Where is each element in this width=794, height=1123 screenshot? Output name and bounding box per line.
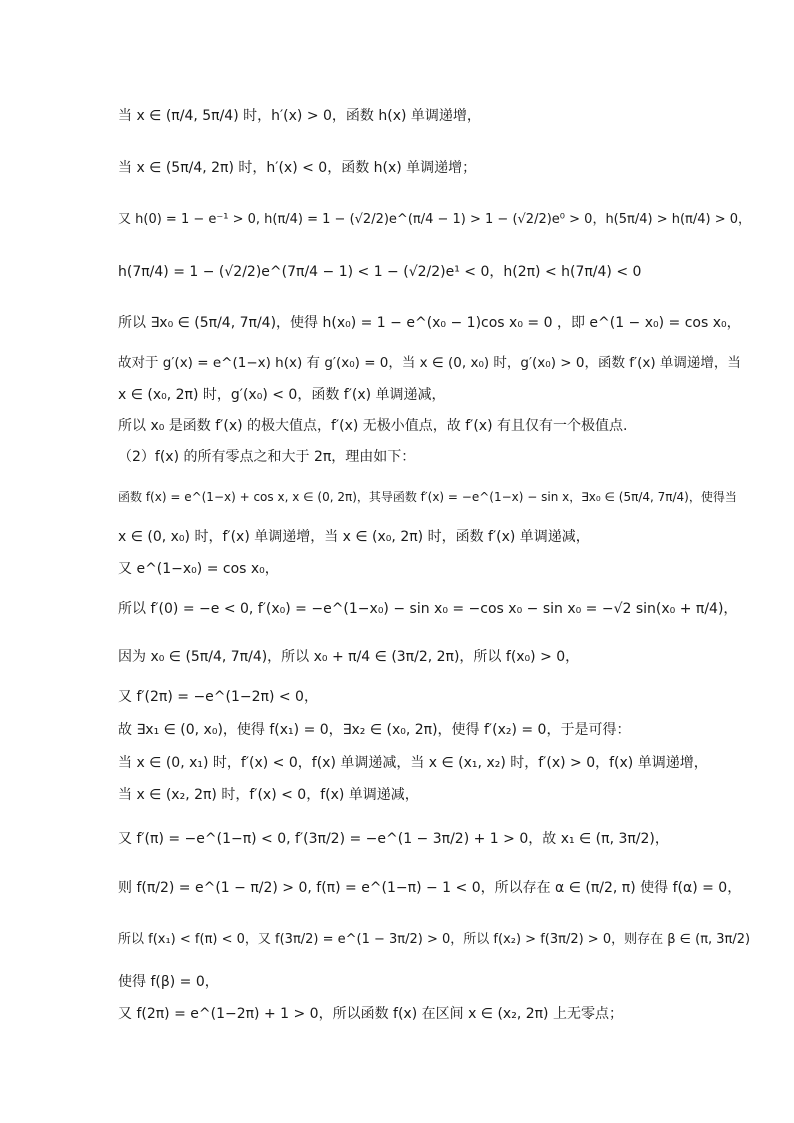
text-line: 函数 f(x) = e^(1−x) + cos x, x ∈ (0, 2π)，其导函数 f′(x) = −e^(1−x) − sin x，∃x₀ ∈ (5π/4, 7π/4)，使得当 (118, 490, 737, 504)
text-line: 又 f′(2π) = −e^(1−2π) < 0， (118, 689, 318, 705)
text-line: 故对于 g′(x) = e^(1−x) h(x) 有 g′(x₀) = 0，当 x ∈ (0, x₀) 时，g′(x₀) > 0，函数 f′(x) 单调递增，当 (118, 355, 741, 371)
text-line: 所以 ∃x₀ ∈ (5π/4, 7π/4)，使得 h(x₀) = 1 − e^(x₀ − 1)cos x₀ = 0 ，即 e^(1 − x₀) = cos x₀， (118, 315, 741, 331)
text-line: 故 ∃x₁ ∈ (0, x₀)，使得 f(x₁) = 0，∃x₂ ∈ (x₀, 2π)，使得 f′(x₂) = 0，于是可得： (118, 722, 631, 738)
text-line: x ∈ (x₀, 2π) 时，g′(x₀) < 0，函数 f′(x) 单调递减， (118, 387, 446, 403)
text-line: 使得 f(β) = 0， (118, 974, 219, 990)
text-line: h(7π/4) = 1 − (√2/2)e^(7π/4 − 1) < 1 − (√2/2)e¹ < 0，h(2π) < h(7π/4) < 0 (118, 264, 642, 280)
text-line: 当 x ∈ (0, x₁) 时，f′(x) < 0，f(x) 单调递减，当 x ∈ (x₁, x₂) 时，f′(x) > 0，f(x) 单调递增， (118, 755, 708, 771)
text-line: 又 f(2π) = e^(1−2π) + 1 > 0，所以函数 f(x) 在区间 x ∈ (x₂, 2π) 上无零点； (118, 1006, 623, 1022)
text-line: 所以 x₀ 是函数 f′(x) 的极大值点，f′(x) 无极小值点，故 f′(x) 有且仅有一个极值点. (118, 418, 628, 434)
text-line: 当 x ∈ (5π/4, 2π) 时，h′(x) < 0，函数 h(x) 单调递增； (118, 160, 477, 176)
text-line: 又 e^(1−x₀) = cos x₀， (118, 561, 279, 577)
text-line: 所以 f(x₁) < f(π) < 0，又 f(3π/2) = e^(1 − 3π/2) > 0，所以 f(x₂) > f(3π/2) > 0，则存在 β ∈ (π, 3π/2) (118, 932, 751, 947)
text-line: 所以 f′(0) = −e < 0, f′(x₀) = −e^(1−x₀) − sin x₀ = −cos x₀ − sin x₀ = −√2 sin(x₀ + π/4)， (118, 601, 738, 617)
text-line: 当 x ∈ (π/4, 5π/4) 时，h′(x) > 0，函数 h(x) 单调递增， (118, 108, 481, 124)
text-line: 当 x ∈ (x₂, 2π) 时，f′(x) < 0，f(x) 单调递减， (118, 787, 419, 803)
text-line: 又 h(0) = 1 − e⁻¹ > 0, h(π/4) = 1 − (√2/2)e^(π/4 − 1) > 1 − (√2/2)e⁰ > 0，h(5π/4) > h(π/4) > 0， (118, 212, 752, 227)
text-line: 因为 x₀ ∈ (5π/4, 7π/4)，所以 x₀ + π/4 ∈ (3π/2, 2π)，所以 f(x₀) > 0， (118, 649, 580, 665)
section-heading: （2）f(x) 的所有零点之和大于 2π，理由如下： (118, 449, 416, 465)
text-line: 则 f(π/2) = e^(1 − π/2) > 0, f(π) = e^(1−π) − 1 < 0，所以存在 α ∈ (π/2, π) 使得 f(α) = 0， (118, 880, 742, 896)
text-line: 又 f′(π) = −e^(1−π) < 0, f′(3π/2) = −e^(1 − 3π/2) + 1 > 0，故 x₁ ∈ (π, 3π/2)， (118, 831, 669, 847)
text-line: x ∈ (0, x₀) 时，f′(x) 单调递增，当 x ∈ (x₀, 2π) 时，函数 f′(x) 单调递减， (118, 529, 590, 545)
